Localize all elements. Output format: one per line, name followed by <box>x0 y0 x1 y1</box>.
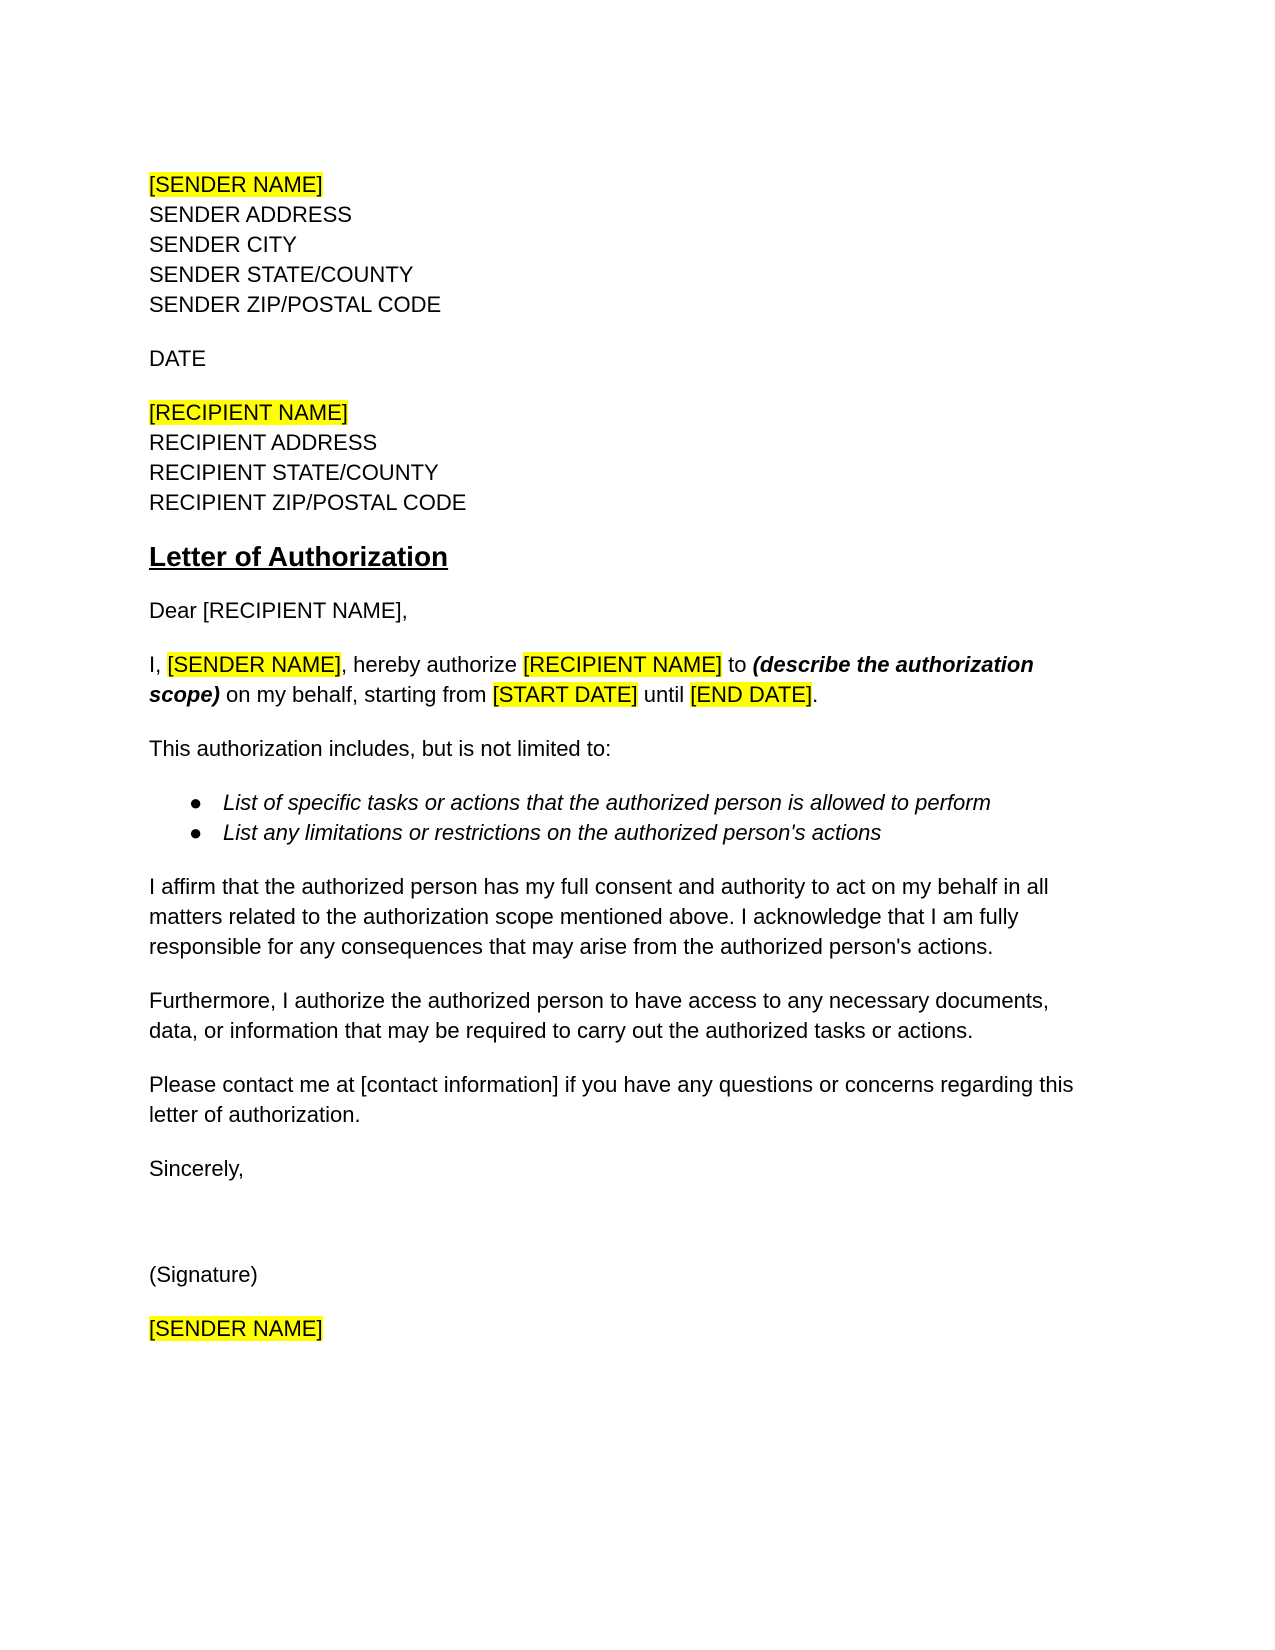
recipient-name: [RECIPIENT NAME] <box>149 400 348 425</box>
end-date: [END DATE] <box>690 682 813 707</box>
list-item: ● List of specific tasks or actions that the authorized person is allowed to perform <box>189 788 1129 818</box>
bullet-icon: ● <box>189 790 203 815</box>
bullet-icon: ● <box>189 820 203 845</box>
sender-state: SENDER STATE/COUNTY <box>149 262 414 287</box>
sender-block <box>149 170 1129 320</box>
recipient-state: RECIPIENT STATE/COUNTY <box>149 460 439 485</box>
includes-intro: This authorization includes, but is not limited to: <box>149 736 612 761</box>
signature: (Signature) <box>149 1262 258 1287</box>
sender-zip: SENDER ZIP/POSTAL CODE <box>149 292 442 317</box>
recipient-block <box>149 398 1129 518</box>
authorization-list <box>149 788 1129 848</box>
contact-paragraph: Please contact me at [contact information] if you have any questions or concerns regarding this letter of authorization. <box>149 1072 1074 1127</box>
authorization-paragraph: I, [SENDER NAME], hereby authorize [RECIPIENT NAME] to (describe the authorization scope) on my behalf, starting from [START DATE] until [END DATE]. <box>149 652 1034 707</box>
letter-page <box>149 170 1129 1344</box>
sender-address: SENDER ADDRESS <box>149 202 352 227</box>
list-item: ● List any limitations or restrictions on the authorized person's actions <box>189 818 1129 848</box>
closing: Sincerely, <box>149 1156 244 1181</box>
affirm-paragraph: I affirm that the authorized person has my full consent and authority to act on my behalf in all matters related to the authorization scope mentioned above. I acknowledge that I am fully responsible for any consequences that may arise from the authorized person's actions. <box>149 874 1049 959</box>
salutation: Dear [RECIPIENT NAME], <box>149 598 408 623</box>
recipient-zip: RECIPIENT ZIP/POSTAL CODE <box>149 490 467 515</box>
signoff-sender-name: [SENDER NAME] <box>149 1316 323 1341</box>
recipient-address: RECIPIENT ADDRESS <box>149 430 378 455</box>
authorization-recipient-name: [RECIPIENT NAME] <box>523 652 723 677</box>
date: DATE <box>149 346 207 371</box>
authorization-sender-name: [SENDER NAME] <box>167 652 341 677</box>
access-paragraph: Furthermore, I authorize the authorized person to have access to any necessary documents, data, or information that may be required to carry out the authorized tasks or actions. <box>149 988 1050 1043</box>
sender-city: SENDER CITY <box>149 232 297 257</box>
start-date: [START DATE] <box>492 682 638 707</box>
sender-name: [SENDER NAME] <box>149 172 323 197</box>
authorization-scope-cont: scope) <box>149 682 220 707</box>
authorization-scope: (describe the authorization <box>752 652 1034 677</box>
letter-title: Letter of Authorization <box>149 541 449 572</box>
